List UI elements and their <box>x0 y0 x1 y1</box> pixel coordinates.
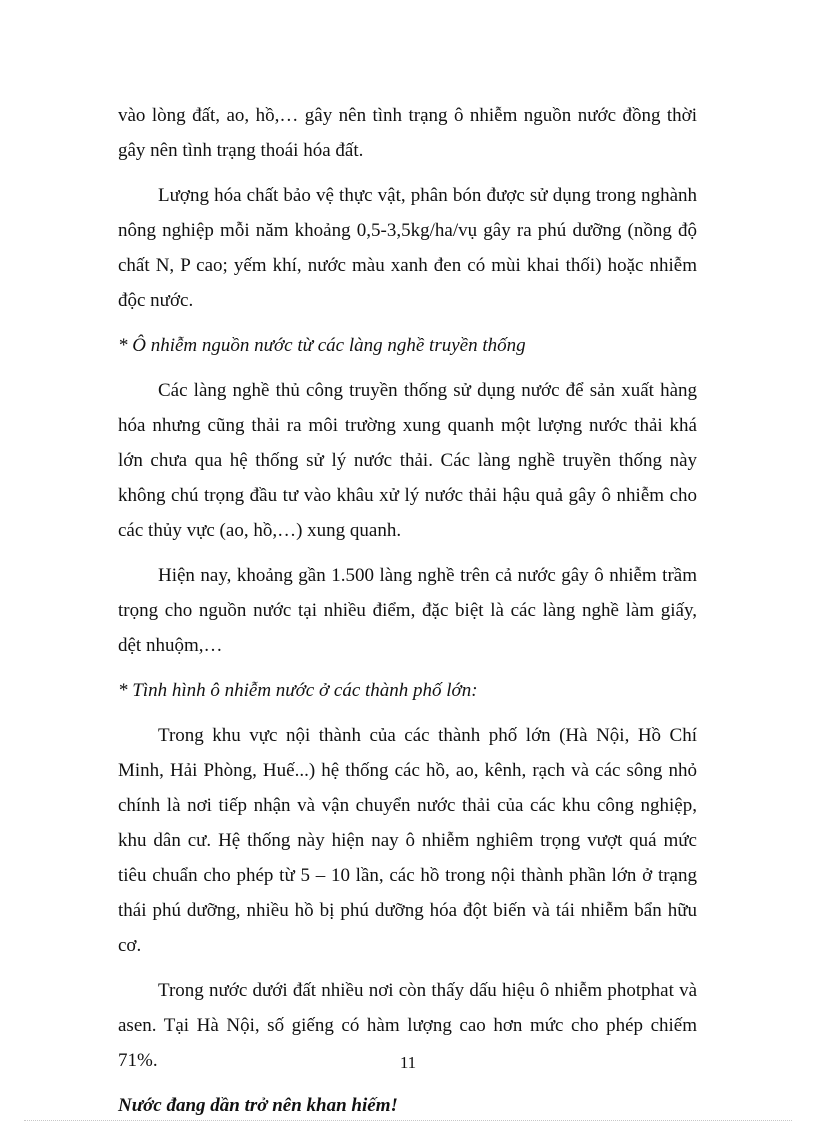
section-heading-craft-villages: * Ô nhiễm nguồn nước từ các làng nghề truyền thống <box>118 335 526 356</box>
paragraph-craft-villages: Các làng nghề thủ công truyền thống sử dụng nước để sản xuất hàng hóa nhưng cũng thải ra môi trường xung quanh một lượng nước thải khá lớn chưa qua hệ thống sử lý nước thải. Các làng nghề truyền thống này không chú trọng đầu tư vào khâu xử lý nước thải hậu quả gây ô nhiễm cho các thủy vực (ao, hồ,…) xung quanh. <box>118 380 697 541</box>
page-body <box>118 98 697 1123</box>
paragraph-craft-village-count: Hiện nay, khoảng gần 1.500 làng nghề trên cả nước gây ô nhiễm trầm trọng cho nguồn nước tại nhiều điểm, đặc biệt là các làng nghề làm giấy, dệt nhuộm,… <box>118 565 697 656</box>
page-number: 11 <box>399 1053 417 1072</box>
paragraph-continuation: vào lòng đất, ao, hồ,… gây nên tình trạng ô nhiễm nguồn nước đồng thời gây nên tình trạng thoái hóa đất. <box>118 105 697 161</box>
page-bottom-divider <box>24 1120 792 1121</box>
paragraph-groundwater: Trong nước dưới đất nhiều nơi còn thấy dấu hiệu ô nhiễm photphat và asen. Tại Hà Nội, số giếng có hàm lượng cao hơn mức cho phép chiếm 71%. <box>118 980 697 1071</box>
section-heading-water-scarcity: Nước đang dần trở nên khan hiếm! <box>118 1095 398 1116</box>
paragraph-pesticides: Lượng hóa chất bảo vệ thực vật, phân bón được sử dụng trong nghành nông nghiệp mỗi năm khoảng 0,5-3,5kg/ha/vụ gây ra phú dưỡng (nồng độ chất N, P cao; yếm khí, nước màu xanh đen có mùi khai thối) hoặc nhiễm độc nước. <box>118 185 697 311</box>
section-heading-big-cities: * Tình hình ô nhiễm nước ở các thành phố lớn: <box>118 680 478 701</box>
paragraph-urban-systems: Trong khu vực nội thành của các thành phố lớn (Hà Nội, Hồ Chí Minh, Hải Phòng, Huế...) hệ thống các hồ, ao, kênh, rạch và các sông nhỏ chính là nơi tiếp nhận và vận chuyển nước thải của các khu công nghiệp, khu dân cư. Hệ thống này hiện nay ô nhiễm nghiêm trọng vượt quá mức tiêu chuẩn cho phép từ 5 – 10 lần, các hồ trong nội thành phần lớn ở trạng thái phú dưỡng, nhiều hồ bị phú dưỡng hóa đột biến và tái nhiễm bẩn hữu cơ. <box>118 725 697 956</box>
